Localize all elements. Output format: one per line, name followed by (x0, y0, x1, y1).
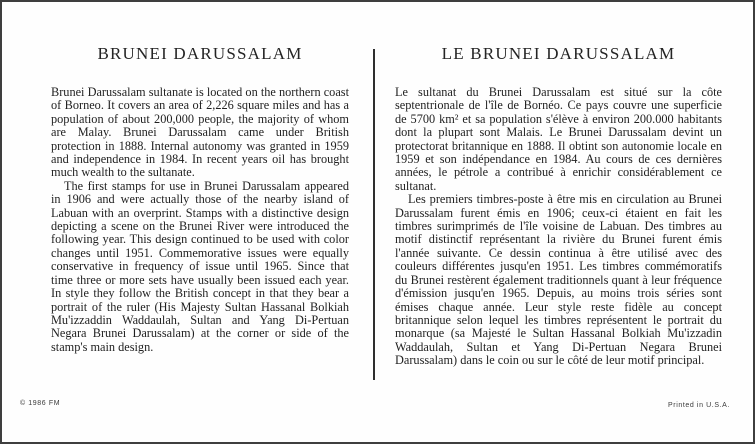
column-divider-rule (373, 49, 375, 380)
english-paragraph-1: Brunei Darussalam sultanate is located on the northern coast of Borneo. It covers an area of 2,226 square miles and has a population of about 200,000 people, the majority of whom are Malay. Brunei Darussalam came under British protection in 1888. Internal autonomy was granted in 1959 and independence in 1984. In recent years oil has brought much wealth to the sultanate. (51, 85, 349, 180)
english-body (51, 86, 349, 354)
french-paragraph-2: Les premiers timbres-poste à être mis en circulation au Brunei Darussalam furent émis en 1906; ceux-ci étaient en fait les timbres surimprimés de l'île voisine de Labuan. Des timbres au motif distinctif représentant la rivière du Brunei furent émis l'année suivante. Ce dessin continua à être utilisé avec des couleurs différentes jusqu'en 1951. Les timbres commémoratifs du Brunei restèrent également traditionnels quant à leur fréquence d'émission jusqu'en 1965. Depuis, au moins trois séries sont émises chaque année. Leur style reste fidèle au concept britannique selon lequel les timbres représentent le portrait du monarque (sa Majesté le Sultan Hassanal Bolkiah Mu'izzadin Waddaulah, Sultan et Yang Di-Pertuan Negara Brunei Darussalam) dans le coin ou sur le côté de leur motif principal. (395, 192, 722, 368)
french-body (395, 86, 722, 368)
printed-in-note: Printed in U.S.A. (668, 402, 730, 409)
english-title: BRUNEI DARUSSALAM (97, 44, 303, 63)
english-paragraph-2: The first stamps for use in Brunei Darussalam appeared in 1906 and were actually those of the nearby island of Labuan with an overprint. Stamps with a distinctive design depicting a scene on the Brunei River were introduced the following year. This design continued to be used with color changes until 1951. Commemorative issues were equally conservative in frequency of issue until 1965. Since that time three or more sets have usually been issued each year. In style they follow the British concept in that they bear a portrait of the ruler (His Majesty Sultan Hassanal Bolkiah Mu'izzaddin Waddaulah, Sultan and Yang Di-Pertuan Negara Brunei Darussalam) at the corner or side of the stamp's main design. (51, 178, 349, 354)
copyright-note: © 1986 FM (20, 400, 61, 407)
french-paragraph-1: Le sultanat du Brunei Darussalam est situé sur la côte septentrionale de l'île de Bornéo. Ce pays couvre une superficie de 5700 km² et sa population s'élève à environ 200.000 habitants dont la plupart sont Malais. Le Brunei Darussalam devint un protectorat britannique en 1888. Il obtint son autonomie locale en 1959 et son indépendance en 1984. Au cours de ces dernières années, le pétrole a contribué à enrichir considérablement ce sultanat. (395, 85, 722, 193)
french-title: LE BRUNEI DARUSSALAM (441, 44, 676, 63)
